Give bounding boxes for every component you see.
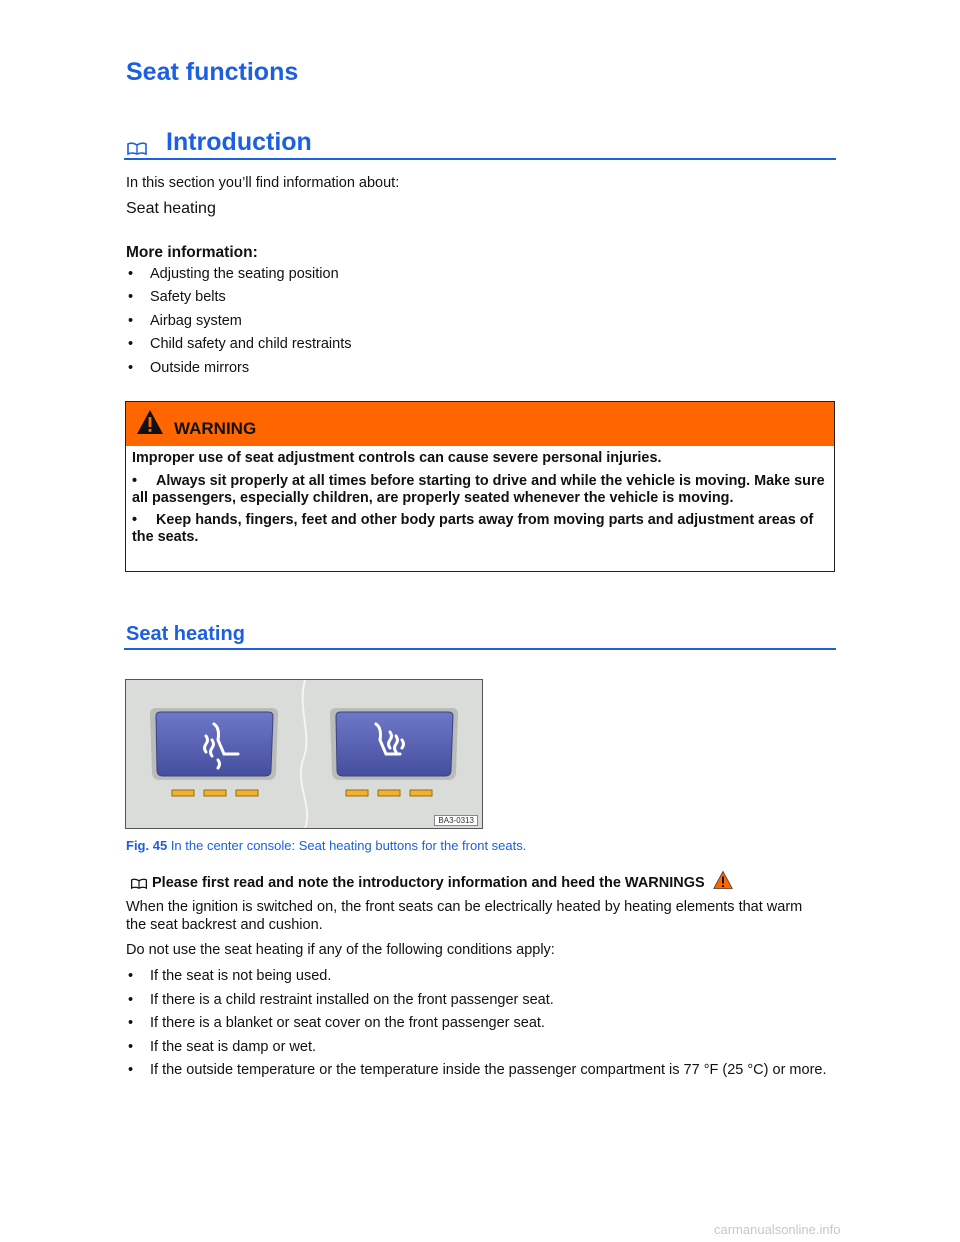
- seat-heating-figure: [125, 679, 483, 829]
- intro-text: In this section you’ll find information about:: [126, 175, 400, 191]
- list-item[interactable]: • Safety belts: [128, 289, 226, 306]
- warning-header: [126, 402, 834, 446]
- list-item: • If there is a child restraint installed on the front passenger seat.: [128, 991, 554, 1008]
- section-title: Introduction: [166, 128, 312, 156]
- more-info-list: [126, 264, 352, 381]
- paragraph: Do not use the seat heating if any of the following conditions apply:: [126, 942, 555, 958]
- list-item[interactable]: • Child safety and child restraints: [128, 336, 352, 353]
- watermark: carmanualsonline.info: [714, 1222, 841, 1237]
- section-heading-introduction: [124, 126, 836, 160]
- read-first-note: Please first read and note the introductory information and heed the WARNINGS: [126, 870, 733, 891]
- warning-title: WARNING: [174, 419, 257, 438]
- list-item: • If the outside temperature or the temperature inside the passenger compartment is 77 °F (25 °C) or more.: [128, 1062, 827, 1078]
- warning-box: [125, 401, 835, 572]
- warning-link-icon[interactable]: [713, 870, 733, 890]
- page-title: Seat functions: [126, 58, 299, 86]
- figure-caption: Fig. 45 In the center console: Seat heating buttons for the front seats.: [126, 838, 527, 853]
- list-item: • If there is a blanket or seat cover on the front passenger seat.: [128, 1015, 545, 1031]
- seat-heating-buttons-illustration: [126, 680, 482, 828]
- list-item: • If the seat is damp or wet.: [128, 1038, 317, 1055]
- section-heading-seat-heating: Seat heating: [124, 620, 836, 650]
- book-icon: [126, 875, 152, 891]
- list-item[interactable]: • Airbag system: [128, 312, 242, 329]
- book-icon: [126, 134, 148, 163]
- list-item: • If the seat is not being used.: [128, 968, 332, 984]
- warning-item: • Keep hands, fingers, feet and other body parts away from moving parts and adjustment areas of the seats.: [132, 512, 814, 546]
- list-item[interactable]: • Adjusting the seating position: [128, 266, 339, 282]
- warning-triangle-icon: [136, 409, 164, 435]
- conditions-list: [126, 968, 836, 1086]
- warning-item: • Always sit properly at all times before starting to drive and while the vehicle is moving. Make sure all passengers, especially children, are properly seated whenever the vehicle is moving.: [132, 472, 825, 506]
- warning-lead: Improper use of seat adjustment controls can cause severe personal injuries.: [132, 450, 662, 466]
- list-item[interactable]: • Outside mirrors: [128, 359, 250, 376]
- warning-body: [126, 446, 834, 546]
- topic-link-seat-heating[interactable]: Seat heating: [126, 200, 216, 217]
- figure-code: BA3-0313: [434, 815, 478, 826]
- more-info-label: More information:: [126, 244, 258, 261]
- paragraph: When the ignition is switched on, the front seats can be electrically heated by heating elements that warm the seat backrest and cushion.: [126, 899, 803, 933]
